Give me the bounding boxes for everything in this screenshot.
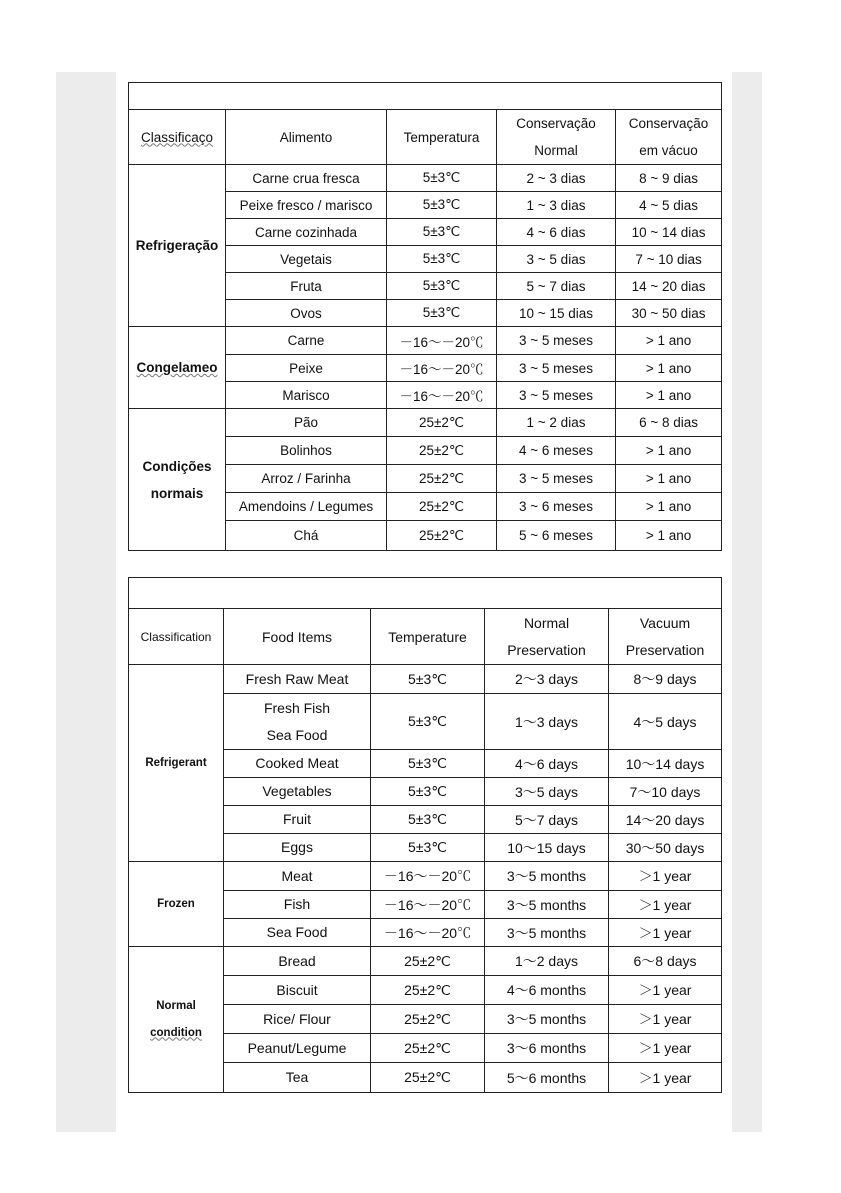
food-item-cell: Amendoins / Legumes (226, 493, 387, 521)
temperature-cell: 25±2℃ (371, 1063, 485, 1093)
vacuum-preservation-cell: ＞1 year (609, 919, 722, 947)
header-row (129, 609, 722, 665)
food-item-cell: Tea (224, 1063, 371, 1093)
vacuum-preservation-cell: ＞1 year (609, 1063, 722, 1093)
category-cell: Normal condition (129, 947, 224, 1093)
temperature-cell: 5±3℃ (371, 834, 485, 862)
food-item-cell: Cooked Meat (224, 750, 371, 778)
normal-preservation-cell: 2～3 days (485, 665, 609, 694)
vacuum-preservation-cell: > 1 ano (616, 465, 722, 493)
left-margin-band (56, 72, 116, 1132)
category-cell: Refrigerant (129, 665, 224, 862)
food-item-cell: Peanut/Legume (224, 1034, 371, 1063)
vacuum-preservation-cell: 4～5 days (609, 694, 722, 750)
vacuum-preservation-cell: > 1 ano (616, 382, 722, 409)
vacuum-preservation-cell: 4 ~ 5 dias (616, 192, 722, 219)
vacuum-preservation-cell: 7～10 days (609, 778, 722, 806)
vacuum-preservation-cell: 10～14 days (609, 750, 722, 778)
temperature-cell: 5±3℃ (371, 694, 485, 750)
normal-preservation-cell: 3～5 months (485, 862, 609, 891)
food-item-cell: Fish (224, 891, 371, 919)
vacuum-preservation-cell: 30～50 days (609, 834, 722, 862)
vacuum-preservation-cell: 30 ~ 50 dias (616, 300, 722, 327)
temperature-cell: 5±3℃ (387, 246, 497, 273)
header-normal-preservation: Conservação Normal (497, 110, 616, 165)
vacuum-preservation-cell: 6 ~ 8 dias (616, 409, 722, 437)
normal-preservation-cell: 1 ~ 2 dias (497, 409, 616, 437)
normal-preservation-cell: 1～3 days (485, 694, 609, 750)
food-item-cell: Fresh Raw Meat (224, 665, 371, 694)
food-item-cell: Rice/ Flour (224, 1005, 371, 1034)
normal-preservation-cell: 3～5 months (485, 891, 609, 919)
temperature-cell: 5±3℃ (387, 192, 497, 219)
normal-preservation-cell: 3 ~ 5 dias (497, 246, 616, 273)
food-item-cell: Fruta (226, 273, 387, 300)
normal-preservation-cell: 10 ~ 15 dias (497, 300, 616, 327)
food-item-cell: Peixe fresco / marisco (226, 192, 387, 219)
header-row (129, 110, 722, 165)
temperature-cell: 5±3℃ (387, 219, 497, 246)
normal-preservation-cell: 10～15 days (485, 834, 609, 862)
header-vacuum-preservation: Conservação em vácuo (616, 110, 722, 165)
table-row (129, 409, 722, 437)
normal-preservation-cell: 5～6 months (485, 1063, 609, 1093)
temperature-cell: 25±2℃ (387, 409, 497, 437)
normal-preservation-cell: 3 ~ 5 meses (497, 465, 616, 493)
vacuum-preservation-cell: 6～8 days (609, 947, 722, 976)
vacuum-preservation-cell: 10 ~ 14 dias (616, 219, 722, 246)
vacuum-preservation-cell: 14～20 days (609, 806, 722, 834)
food-item-cell: Meat (224, 862, 371, 891)
temperature-cell: 5±3℃ (371, 750, 485, 778)
temperature-cell: －16～－20℃ (387, 327, 497, 355)
food-item-cell: Bolinhos (226, 437, 387, 465)
vacuum-preservation-cell: 7 ~ 10 dias (616, 246, 722, 273)
right-margin-band (732, 72, 762, 1132)
category-cell: Condições normais (129, 409, 226, 551)
vacuum-preservation-cell: > 1 ano (616, 327, 722, 355)
normal-preservation-cell: 3～6 months (485, 1034, 609, 1063)
header-vacuum-preservation: Vacuum Preservation (609, 609, 722, 665)
temperature-cell: 25±2℃ (387, 493, 497, 521)
header-food: Food Items (224, 609, 371, 665)
normal-preservation-cell: 3 ~ 5 meses (497, 382, 616, 409)
temperature-cell: 5±3℃ (371, 806, 485, 834)
food-item-cell: Carne (226, 327, 387, 355)
title-row (129, 83, 722, 110)
table-row (129, 862, 722, 891)
normal-preservation-cell: 5 ~ 6 meses (497, 521, 616, 551)
temperature-cell: 5±3℃ (387, 300, 497, 327)
food-item-cell: Chá (226, 521, 387, 551)
vacuum-preservation-cell: > 1 ano (616, 493, 722, 521)
vacuum-preservation-cell: ＞1 year (609, 862, 722, 891)
food-item-cell: Pão (226, 409, 387, 437)
table-row (129, 327, 722, 355)
food-item-cell: Carne crua fresca (226, 165, 387, 192)
vacuum-preservation-cell: 14 ~ 20 dias (616, 273, 722, 300)
food-item-cell: Biscuit (224, 976, 371, 1005)
normal-preservation-cell: 3 ~ 5 meses (497, 327, 616, 355)
normal-preservation-cell: 4～6 days (485, 750, 609, 778)
temperature-cell: 5±3℃ (387, 273, 497, 300)
vacuum-preservation-cell: ＞1 year (609, 976, 722, 1005)
food-item-cell: Eggs (224, 834, 371, 862)
food-storage-table-en (128, 577, 722, 1093)
temperature-cell: －16～－20℃ (371, 862, 485, 891)
category-cell: Frozen (129, 862, 224, 947)
title-row (129, 578, 722, 609)
food-storage-table-pt (128, 82, 722, 551)
food-item-cell: Bread (224, 947, 371, 976)
temperature-cell: 25±2℃ (371, 947, 485, 976)
temperature-cell: 5±3℃ (371, 778, 485, 806)
header-normal-preservation: Normal Preservation (485, 609, 609, 665)
food-item-cell: Marisco (226, 382, 387, 409)
normal-preservation-cell: 3 ~ 6 meses (497, 493, 616, 521)
temperature-cell: 25±2℃ (387, 521, 497, 551)
temperature-cell: 25±2℃ (371, 1005, 485, 1034)
table-row (129, 165, 722, 192)
header-classification: Classification (129, 609, 224, 665)
vacuum-preservation-cell: 8 ~ 9 dias (616, 165, 722, 192)
food-item-cell: Arroz / Farinha (226, 465, 387, 493)
header-temperature: Temperatura (387, 110, 497, 165)
vacuum-preservation-cell: ＞1 year (609, 1034, 722, 1063)
normal-preservation-cell: 3～5 months (485, 919, 609, 947)
normal-preservation-cell: 2 ~ 3 dias (497, 165, 616, 192)
normal-preservation-cell: 4 ~ 6 dias (497, 219, 616, 246)
vacuum-preservation-cell: ＞1 year (609, 891, 722, 919)
temperature-cell: －16～－20℃ (387, 382, 497, 409)
temperature-cell: 5±3℃ (387, 165, 497, 192)
header-temperature: Temperature (371, 609, 485, 665)
vacuum-preservation-cell: > 1 ano (616, 521, 722, 551)
normal-preservation-cell: 1～2 days (485, 947, 609, 976)
table-row (129, 665, 722, 694)
normal-preservation-cell: 3～5 days (485, 778, 609, 806)
food-item-cell: Carne cozinhada (226, 219, 387, 246)
food-item-cell: Peixe (226, 355, 387, 382)
food-item-cell: Vegetais (226, 246, 387, 273)
vacuum-preservation-cell: ＞1 year (609, 1005, 722, 1034)
food-item-cell: Ovos (226, 300, 387, 327)
food-item-cell: Fresh Fish Sea Food (224, 694, 371, 750)
normal-preservation-cell: 4～6 months (485, 976, 609, 1005)
food-item-cell: Vegetables (224, 778, 371, 806)
normal-preservation-cell: 4 ~ 6 meses (497, 437, 616, 465)
temperature-cell: －16～－20℃ (387, 355, 497, 382)
normal-preservation-cell: 5～7 days (485, 806, 609, 834)
normal-preservation-cell: 1 ~ 3 dias (497, 192, 616, 219)
temperature-cell: 5±3℃ (371, 665, 485, 694)
normal-preservation-cell: 3～5 months (485, 1005, 609, 1034)
header-food: Alimento (226, 110, 387, 165)
temperature-cell: 25±2℃ (387, 465, 497, 493)
temperature-cell: －16～－20℃ (371, 891, 485, 919)
header-classification: Classificaço (129, 110, 226, 165)
title-cell (129, 83, 722, 110)
food-item-cell: Fruit (224, 806, 371, 834)
food-item-cell: Sea Food (224, 919, 371, 947)
title-cell (129, 578, 722, 609)
vacuum-preservation-cell: > 1 ano (616, 437, 722, 465)
temperature-cell: 25±2℃ (371, 976, 485, 1005)
table-row (129, 947, 722, 976)
normal-preservation-cell: 3 ~ 5 meses (497, 355, 616, 382)
vacuum-preservation-cell: 8～9 days (609, 665, 722, 694)
temperature-cell: 25±2℃ (371, 1034, 485, 1063)
temperature-cell: 25±2℃ (387, 437, 497, 465)
temperature-cell: －16～－20℃ (371, 919, 485, 947)
normal-preservation-cell: 5 ~ 7 dias (497, 273, 616, 300)
vacuum-preservation-cell: > 1 ano (616, 355, 722, 382)
category-cell: Refrigeração (129, 165, 226, 327)
category-cell: Congelameo (129, 327, 226, 409)
